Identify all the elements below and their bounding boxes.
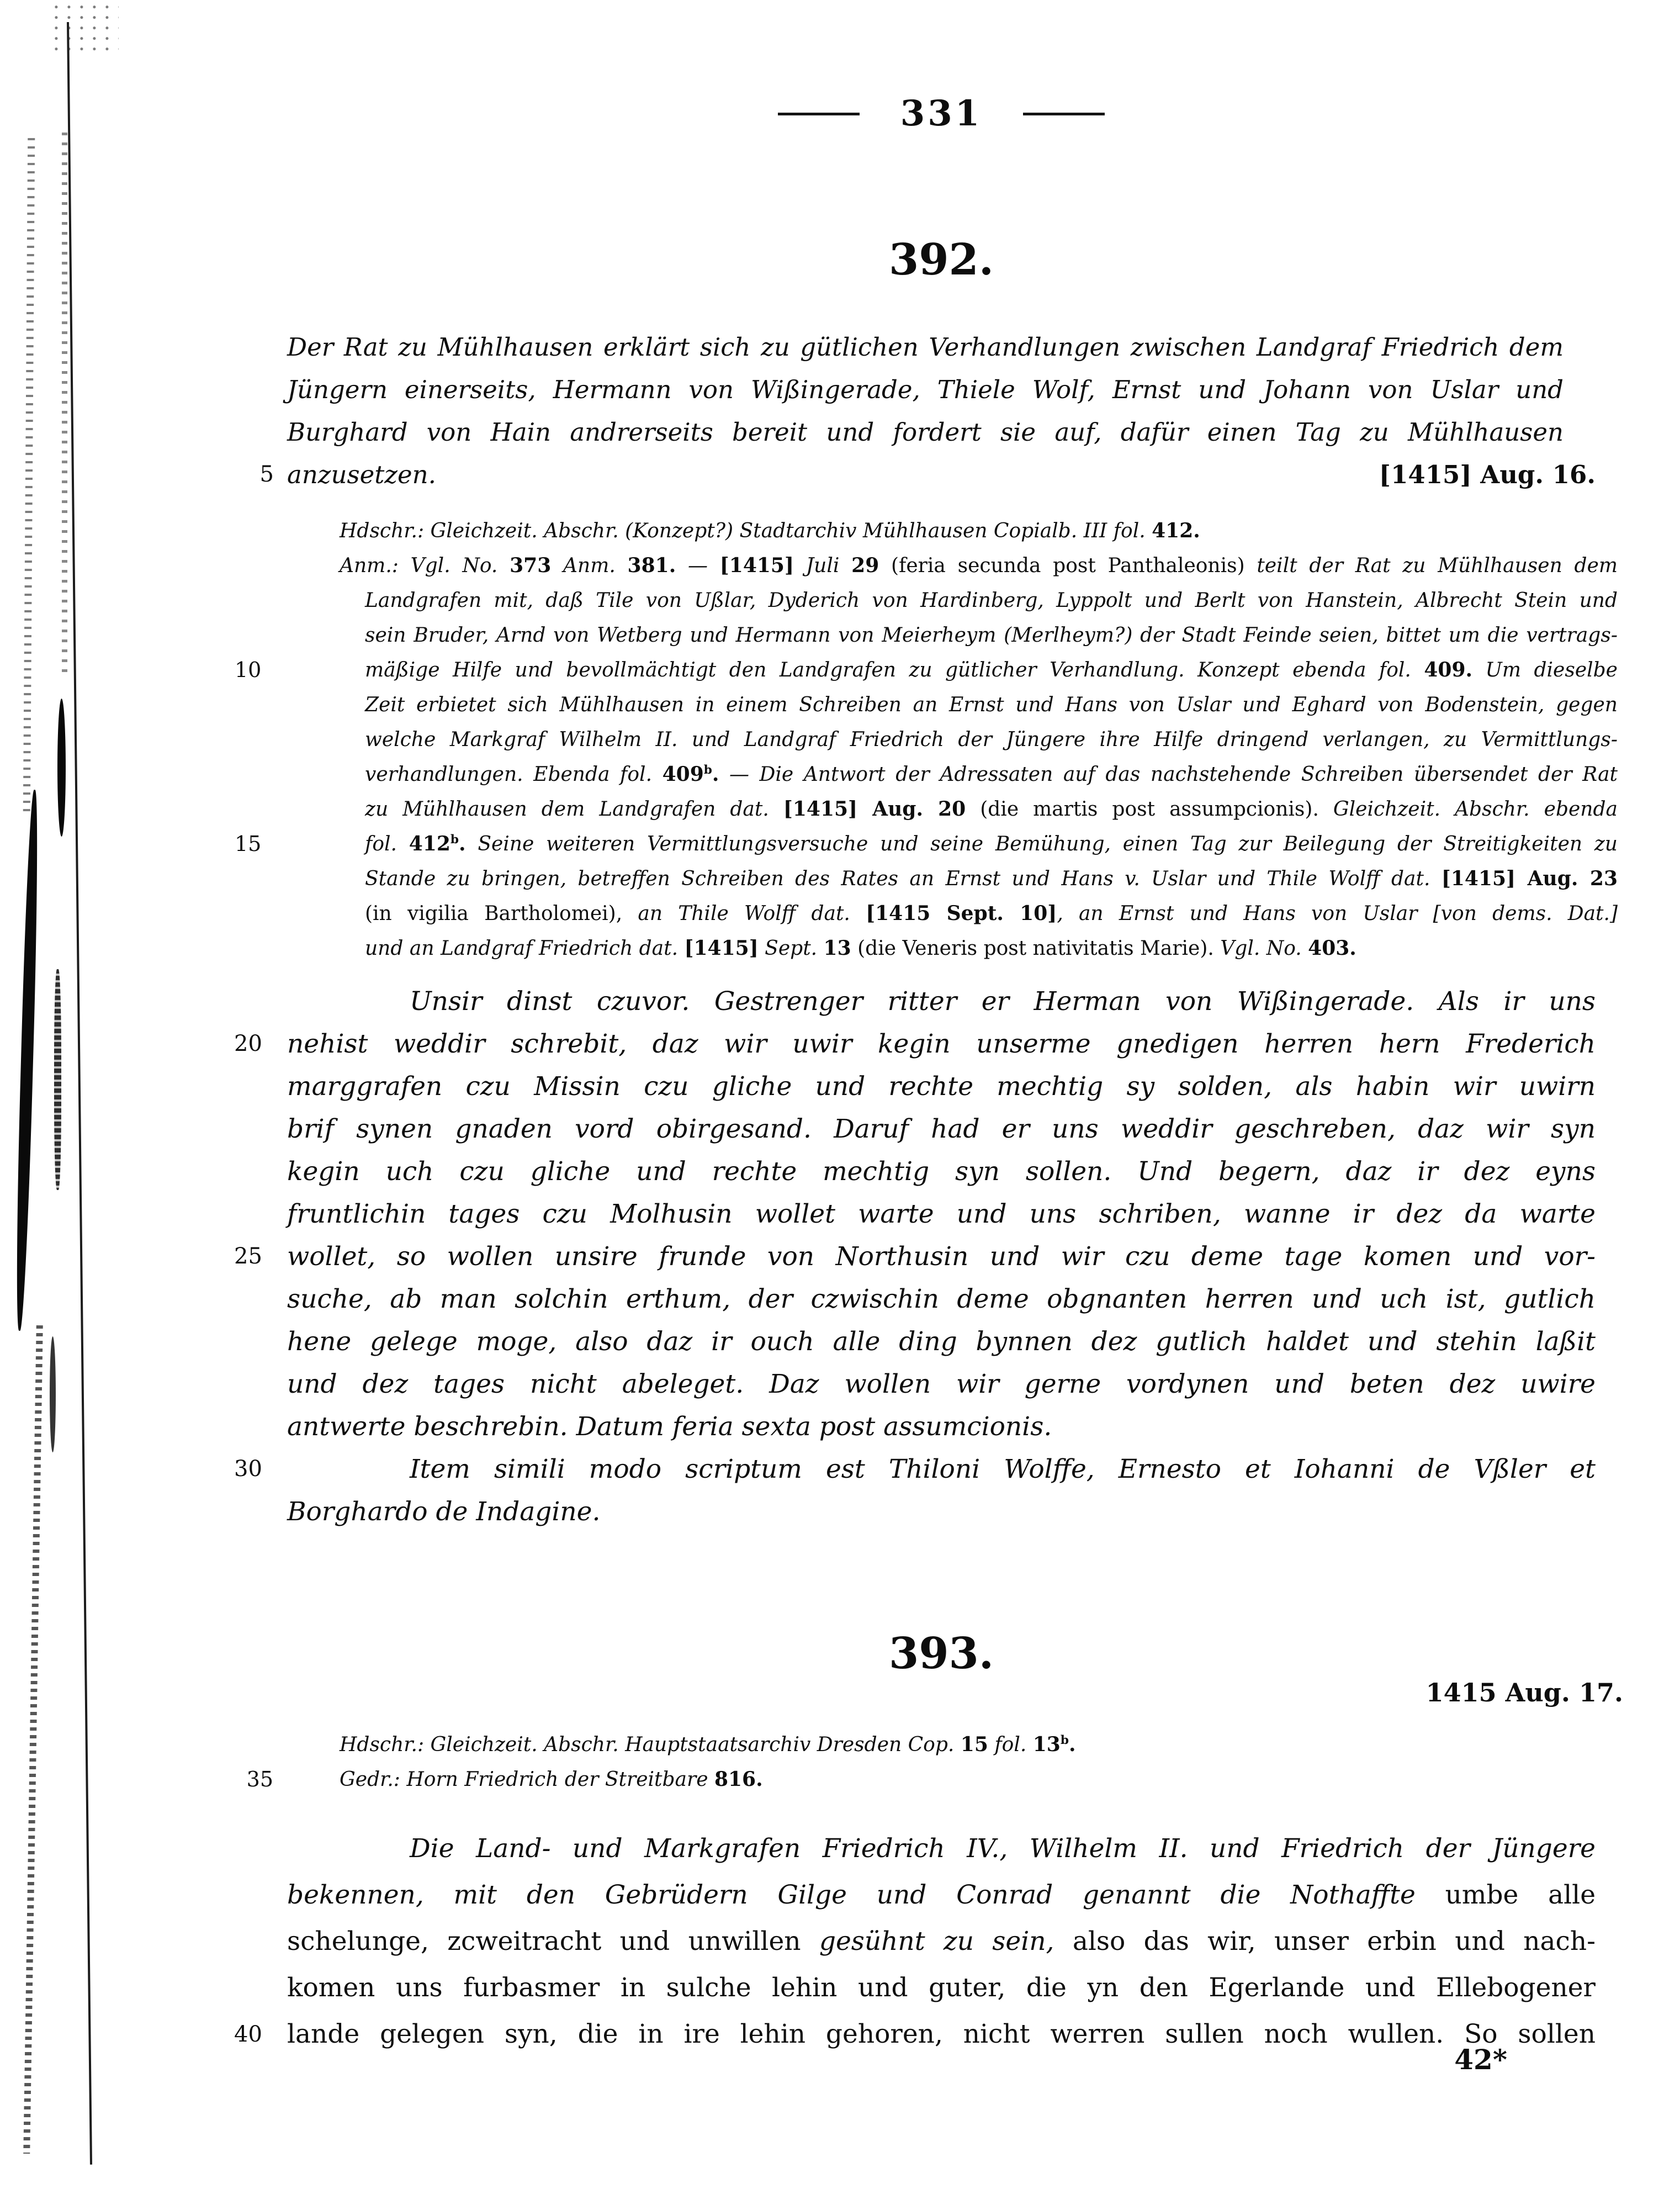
text-run: Landgrafen mit, daß Tile von Ußlar, Dyderich von Hardinberg, Lyppolt und Berlt von Hanstein, Albrecht Stein und [365,589,1618,612]
text-run: bekennen, mit den Gebrüdern Gilge und Conrad genannt die Nothaffte [287,1880,1445,1910]
text-run: . [459,832,466,855]
text-run: b [450,833,459,847]
entry-392-annotations [235,514,1618,966]
text-run: komen uns furbasmer in sulche lehin und guter, die yn den Egerlande und Ellebogener [287,1973,1596,2003]
text-line [235,653,1618,688]
page-number: 331 [900,93,983,134]
text-line [234,1235,1596,1278]
text-line [287,1872,1596,1918]
text-run: Vgl. No. [1220,937,1308,960]
text-run: 409. [1424,658,1473,681]
text-run: brif synen gnaden vord obirgesand. Daruf had er uns weddir geschreben, daz wir syn [287,1114,1596,1144]
text-run: Gleichzeit. Abschr. ebenda [1333,798,1618,821]
text-run: fol. [365,833,409,855]
entry-392-letter-text [234,980,1596,1533]
text-run: Seine weiteren Vermittlungsversuche und seine Bemühung, einen Tag zur Beilegung der Streitigkeiten zu [465,833,1618,855]
text-run: . [712,763,719,786]
text-run: Zeit erbietet sich Mühlhausen in einem Schreiben an Ernst und Hans von Uslar und Eghard von Bodenstein, gegen [365,694,1618,716]
text-line [287,1363,1596,1405]
text-line [287,1826,1596,1872]
text-run: [1415] Aug. 23 [1441,867,1618,890]
text-run: lande gelegen syn, die in ire lehin gehoren, nicht werren sullen noch wullen. So sollen [287,2019,1596,2049]
margin-line-number: 15 [235,832,262,856]
text-run: Gedr.: Horn Friedrich der Streitbare [340,1768,714,1791]
text-run: b [703,763,712,777]
text-run: Um dieselbe [1472,659,1618,681]
text-run: 13 [823,937,851,960]
scan-artifact-blob [50,1336,56,1452]
text-run: . [1068,1733,1076,1756]
text-run: gesühnt zu sein, [819,1926,1073,1957]
entry-392-heading: 392. [889,235,994,285]
text-run: nehist weddir schrebit, daz wir uwir kegin unserme gnedigen herren hern Frederich [287,1029,1596,1059]
text-run: Hdschr.: Gleichzeit. Abschr. (Konzept?) Stadtarchiv Mühlhausen Copialb. III fol. [340,520,1152,542]
text-line [259,453,1596,496]
entry-393-sources [246,1727,1618,1797]
text-run: kegin uch czu gliche und rechte mechtig syn sollen. Und begern, daz ir dez eyns [287,1156,1596,1187]
text-line [287,1490,1596,1533]
text-run: 15 [960,1733,988,1756]
margin-line-number: 10 [235,658,262,682]
margin-line-number: 35 [246,1767,273,1791]
text-line [287,1193,1596,1235]
text-run: 373 [510,554,552,577]
margin-line-number: 5 [259,462,274,487]
text-line [235,827,1618,861]
text-line [340,688,1618,722]
text-run: [1415] [684,937,759,960]
scan-artifact-blob [57,699,66,837]
text-line [340,792,1618,827]
scan-artifact-speckle [62,133,67,674]
text-run: Anm.: Vgl. No. [340,554,510,577]
text-line [234,1023,1596,1065]
text-line [287,1320,1596,1363]
text-line [340,1727,1618,1762]
text-run: also das wir, unser erbin und nach- [1072,1926,1596,1957]
scan-artifact-speckle [23,1325,43,2154]
text-run: umbe alle [1445,1880,1596,1910]
text-line [340,896,1618,931]
text-run: schelunge, zcweitracht und unwillen [287,1926,819,1957]
text-line [340,722,1618,757]
text-run: 409 [662,763,704,786]
text-run: sein Bruder, Arnd von Wetberg und Hermann von Meierheym (Merlheym?) der Stadt Feinde seien, bittet um die vertrags- [365,624,1618,647]
text-line [287,980,1596,1023]
text-run: Juli [794,554,852,577]
text-run: — Die Antwort der Adressaten auf das nachstehende Schreiben übersendet der Rat [719,763,1618,786]
text-line [287,1108,1596,1150]
text-run: wollet, so wollen unsire frunde von Northusin und wir czu deme tage komen und vor- [287,1241,1596,1272]
text-line [340,861,1618,896]
text-run: 412 [409,832,451,855]
text-run: verhandlungen. Ebenda fol. [365,763,663,786]
entry-393-heading: 393. [889,1628,994,1679]
text-line [287,1965,1596,2011]
text-run: Burghard von Hain andrerseits bereit und fordert sie auf, dafür einen Tag zu Mühlhausen [287,417,1564,447]
text-line [340,583,1618,618]
text-run: zu Mühlhausen dem Landgrafen dat. [365,798,783,821]
entry-393-date: 1415 Aug. 17. [1425,1678,1623,1707]
text-line [287,411,1596,453]
header-rule-left [778,113,860,115]
scan-artifact-blob [54,969,61,1190]
text-run: Hdschr.: Gleichzeit. Abschr. Hauptstaatsarchiv Dresden Cop. [340,1733,961,1756]
text-run: 403. [1308,937,1356,960]
text-line [340,618,1618,653]
text-run: [1415 Sept. 10] [866,902,1057,925]
text-run: 412. [1152,519,1200,542]
text-line [340,514,1618,548]
text-line [287,1405,1596,1448]
text-line [287,1278,1596,1320]
text-line [287,368,1596,411]
text-run: 816. [714,1768,763,1791]
text-run: fruntlichin tages czu Molhusin wollet warte und uns schriben, wanne ir dez da warte [287,1199,1596,1229]
text-run: Die Land- und Markgrafen Friedrich IV., Wilhelm II. und Friedrich der Jüngere [410,1833,1596,1864]
margin-line-number: 40 [234,2022,262,2047]
text-run: mäßige Hilfe und bevollmächtigt den Landgrafen zu gütlicher Verhandlung. Konzept ebenda fol. [365,659,1424,681]
text-run: 381. [627,554,676,577]
text-run: anzusetzen. [287,460,436,489]
text-run: (die Veneris post nativitatis Marie). [851,937,1221,960]
text-line [340,931,1618,966]
text-run: — [676,554,720,577]
text-line [287,326,1596,368]
text-run: (die martis post assumpcionis). [966,798,1333,821]
text-run: [1415] Aug. 16. [1379,460,1596,489]
entry-393-summary [234,1826,1596,2058]
text-run: und dez tages nicht abeleget. Daz wollen wir gerne vordynen und beten dez uwire [287,1369,1596,1399]
text-line [340,757,1618,792]
header-rule-right [1023,113,1105,115]
text-run: , an Ernst und Hans von Uslar [von dems. Dat.] [1057,902,1618,925]
text-run: b [1060,1733,1069,1747]
text-run: an Thile Wolff dat. [638,902,866,925]
signature-mark: 42* [1454,2043,1507,2076]
text-line [287,1065,1596,1108]
text-line [340,548,1618,583]
scan-artifact-speckle [52,3,119,56]
text-run: antwerte beschrebin. Datum feria sexta post assumcionis. [287,1411,1052,1442]
text-run: 29 [851,554,879,577]
text-run: 13 [1032,1733,1061,1756]
text-run: hene gelege moge, also daz ir ouch alle ding bynnen dez gutlich haldet und stehin laßit [287,1326,1596,1357]
text-run: marggrafen czu Missin czu gliche und rechte mechtig sy solden, als habin wir uwirn [287,1071,1596,1102]
margin-line-number: 25 [234,1244,262,1269]
scan-artifact-speckle [23,138,35,812]
text-run: teilt der Rat zu Mühlhausen dem [1257,554,1618,577]
text-run: suche, ab man solchin erthum, der czwischin deme obgnanten herren und uch ist, gutlich [287,1284,1596,1314]
text-run: Anm. [551,554,628,577]
text-run: [1415] Aug. 20 [783,797,966,821]
entry-392-date [1379,453,1596,496]
text-run: Stande zu bringen, betreffen Schreiben des Rates an Ernst und Hans v. Uslar und Thile Wolff dat. [365,868,1441,890]
text-run: (in vigilia Bartholomei), [365,902,638,925]
margin-line-number: 20 [234,1031,262,1056]
text-line [287,1918,1596,1965]
text-run: [1415] [719,554,794,577]
entry-392-summary [259,326,1596,496]
text-run: Sept. [758,937,824,960]
text-run: und an Landgraf Friedrich dat. [365,937,685,960]
text-line [246,1762,1618,1797]
text-line [287,1150,1596,1193]
scan-artifact-blob [13,790,40,1331]
text-run: Unsir dinst czuvor. Gestrenger ritter er Herman von Wißingerade. Als ir uns [410,986,1596,1017]
text-run: fol. [988,1733,1033,1756]
text-run: Der Rat zu Mühlhausen erklärt sich zu gütlichen Verhandlungen zwischen Landgraf Friedrich dem [287,332,1564,362]
page-header [287,87,1596,140]
scan-artifact-gutter-line [67,22,92,2165]
text-run: Item simili modo scriptum est Thiloni Wolffe, Ernesto et Iohanni de Vßler et [410,1454,1596,1484]
text-run: (feria secunda post Panthaleonis) [879,554,1257,577]
text-run: Jüngern einerseits, Hermann von Wißingerade, Thiele Wolf, Ernst und Johann von Uslar und [287,375,1564,404]
text-run: welche Markgraf Wilhelm II. und Landgraf Friedrich der Jüngere ihre Hilfe dringend verlangen, zu Vermittlungs- [365,728,1618,751]
margin-line-number: 30 [234,1456,262,1482]
text-run: Borghardo de Indagine. [287,1497,601,1527]
text-line [234,1448,1596,1490]
